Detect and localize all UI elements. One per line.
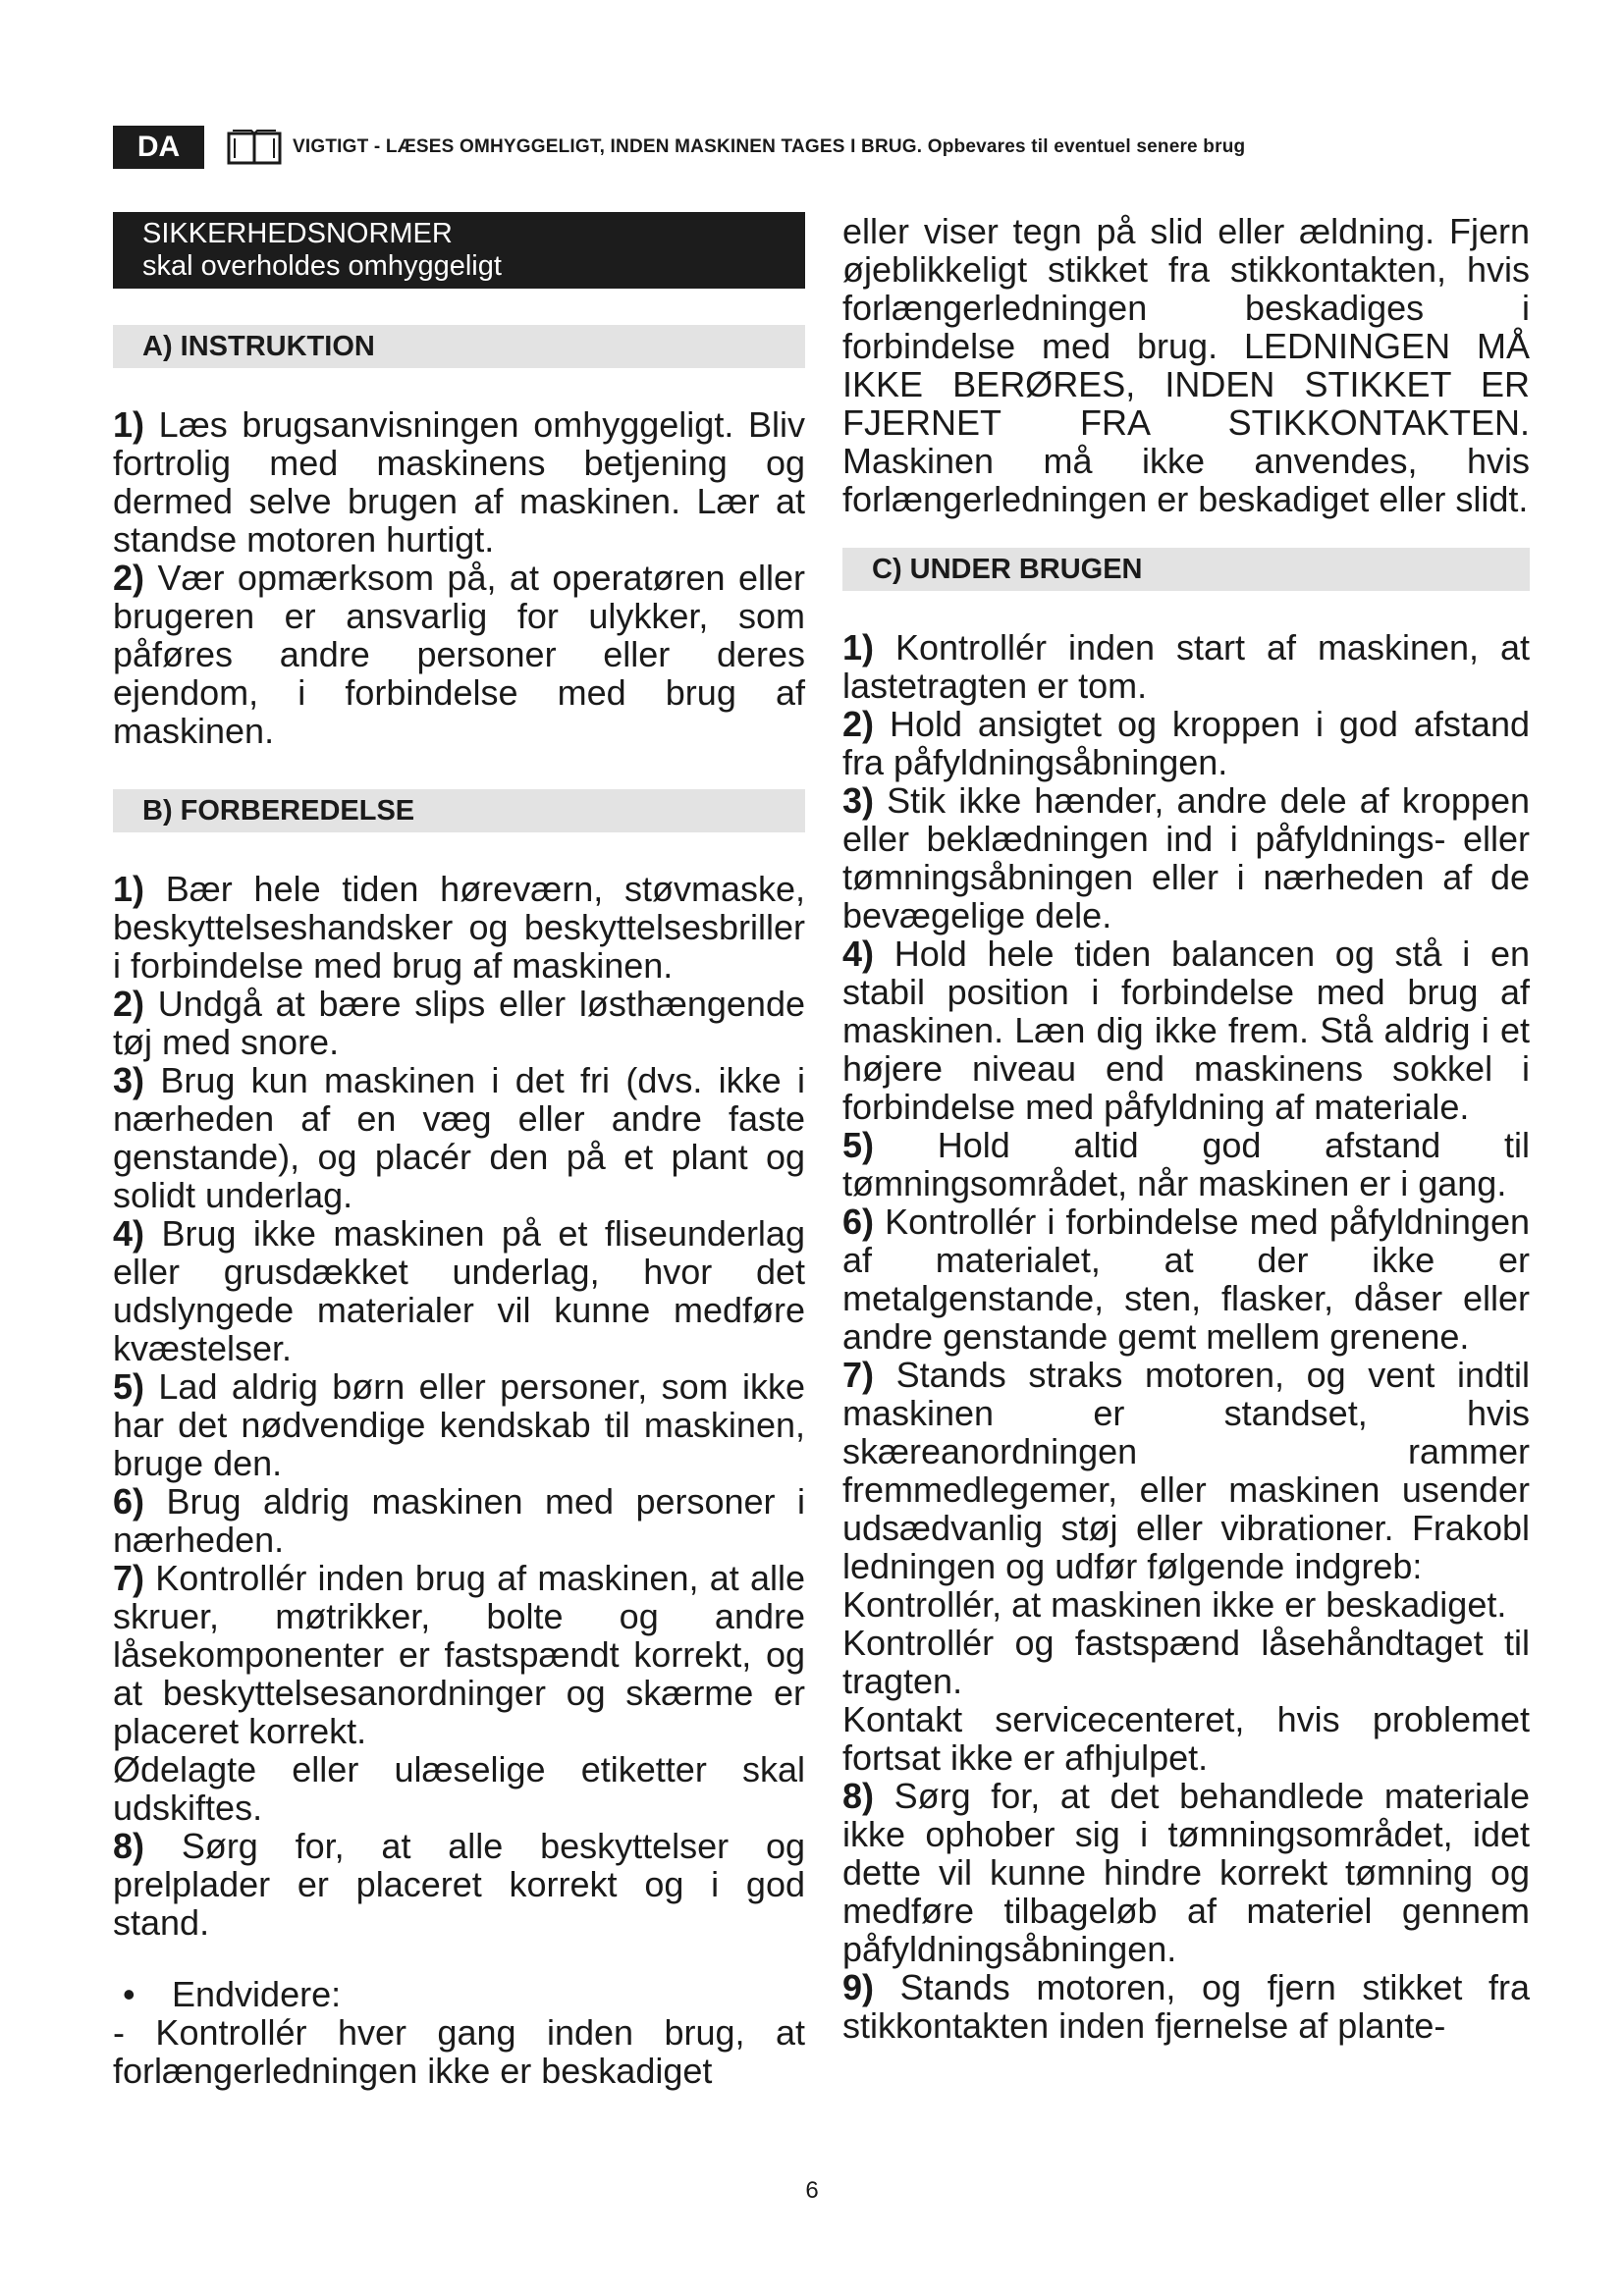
- section-c-item-6: 6) Kontrollér i forbindelse med påfyldningen af materialet, at der ikke er metalgenstande, sten, flasker, dåser eller andre genstande gemt mellem grenene.: [842, 1201, 1530, 1357]
- page-number: 6: [805, 2177, 819, 2204]
- section-c-item-2: 2) Hold ansigtet og kroppen i god afstand fra påfyldningsåbningen.: [842, 704, 1530, 782]
- section-b-item-7: 7) Kontrollér inden brug af maskinen, at alle skruer, møtrikker, bolte og andre låsekomponenter er fastspændt korrekt, og at beskyttelsesanordninger og skærme er placeret korrekt.: [113, 1558, 805, 1751]
- section-a-heading: A) INSTRUKTION: [113, 325, 805, 368]
- section-b-item-5: 5) Lad aldrig børn eller personer, som ikke har det nødvendige kendskab til maskinen, bruge den.: [113, 1366, 805, 1483]
- section-c-item-7-check-handle: Kontrollér og fastspænd låsehåndtaget til tragten.: [842, 1623, 1530, 1701]
- section-b-item-8: 8) Sørg for, at alle beskyttelser og prelplader er placeret korrekt og i god stand.: [113, 1826, 805, 1943]
- section-c-item-9: 9) Stands motoren, og fjern stikket fra stikkontakten inden fjernelse af plante-: [842, 1967, 1530, 2046]
- bullet-endvidere: • Endvidere:: [113, 1974, 342, 2014]
- section-c-item-7-check-damage: Kontrollér, at maskinen ikke er beskadiget.: [842, 1584, 1507, 1625]
- header-bar: [113, 126, 1527, 169]
- right-column: [842, 212, 1530, 2045]
- section-b-item-2: 2) Undgå at bære slips eller løsthængende tøj med snore.: [113, 984, 805, 1062]
- section-c-item-7: 7) Stands straks motoren, og vent indtil maskinen er standset, hvis skæreanordningen rammer fremmedlegemer, eller maskinen usender udsædvanlig støj eller vibrationer. Frakobl ledningen og udfør følgende indgreb:: [842, 1355, 1530, 1586]
- section-b-item-7-note: Ødelagte eller ulæselige etiketter skal udskiftes.: [113, 1749, 805, 1828]
- header-note-bold: VIGTIGT - LÆSES OMHYGGELIGT, INDEN MASKINEN TAGES I BRUG.: [293, 136, 923, 157]
- section-c-item-7-contact-service: Kontakt servicecenteret, hvis problemet fortsat ikke er afhjulpet.: [842, 1699, 1530, 1778]
- header-note-rest: Opbevares til eventuel senere brug: [927, 136, 1246, 157]
- title-line2: skal overholdes omhyggeligt: [142, 250, 502, 282]
- section-b-item-4: 4) Brug ikke maskinen på et fliseunderlag eller grusdækket underlag, hvor det udslyngede materialer vil kunne medføre kvæstelser.: [113, 1213, 805, 1368]
- section-c-heading: C) UNDER BRUGEN: [842, 548, 1530, 591]
- section-b-item-1: 1) Bær hele tiden høreværn, støvmaske, beskyttelseshandsker og beskyttelsesbriller i forbindelse med brug af maskinen.: [113, 869, 805, 986]
- section-b-heading: B) FORBEREDELSE: [113, 789, 805, 832]
- dash-item-extension-cord: - Kontrollér hver gang inden brug, at forlængerledningen ikke er beskadiget: [113, 2012, 805, 2091]
- left-column: [113, 212, 805, 2090]
- continued-paragraph: eller viser tegn på slid eller ældning. Fjern øjeblikkeligt stikket fra stikkontakten, hvis forlængerledningen beskadiges i forbindelse med brug. LEDNINGEN MÅ IKKE BERØRES, INDEN STIKKET ER FJERNET FRA STIKKONTAKTEN. Maskinen må ikke anvendes, hvis forlængerledningen er beskadiget eller slidt.: [842, 211, 1530, 519]
- section-a-item-1: 1) Læs brugsanvisningen omhyggeligt. Bliv fortrolig med maskinens betjening og dermed selve brugen af maskinen. Lær at standse motoren hurtigt.: [113, 404, 805, 560]
- section-b-item-3: 3) Brug kun maskinen i det fri (dvs. ikke i nærheden af en væg eller andre faste genstande), og placér den på et plant og solidt underlag.: [113, 1060, 805, 1215]
- section-c-item-4: 4) Hold hele tiden balancen og stå i en stabil position i forbindelse med brug af maskinen. Læn dig ikke frem. Stå aldrig i et højere niveau end maskinens sokkel i forbindelse med påfyldning af materiale.: [842, 934, 1530, 1127]
- section-b-item-6: 6) Brug aldrig maskinen med personer i nærheden.: [113, 1481, 805, 1560]
- language-badge: DA: [113, 126, 204, 169]
- section-c-item-5: 5) Hold altid god afstand til tømningsområdet, når maskinen er i gang.: [842, 1125, 1530, 1203]
- title-line1: SIKKERHEDSNORMER: [142, 218, 453, 249]
- section-a-item-2: 2) Vær opmærksom på, at operatøren eller brugeren er ansvarlig for ulykker, som påføres andre personer eller deres ejendom, i forbindelse med brug af maskinen.: [113, 558, 805, 751]
- section-c-item-3: 3) Stik ikke hænder, andre dele af kroppen eller beklædningen ind i påfyldnings- eller tømningsåbningen eller i nærheden af de bevægelige dele.: [842, 780, 1530, 935]
- section-title-box: [113, 212, 805, 289]
- book-icon: [226, 128, 283, 167]
- section-c-item-1: 1) Kontrollér inden start af maskinen, at lastetragten er tom.: [842, 627, 1530, 706]
- header-note: [293, 136, 1245, 158]
- section-c-item-8: 8) Sørg for, at det behandlede materiale ikke ophober sig i tømningsområdet, idet dette vil kunne hindre korrekt tømning og medføre tilbageløb af materiel gennem påfyldningsåbningen.: [842, 1776, 1530, 1969]
